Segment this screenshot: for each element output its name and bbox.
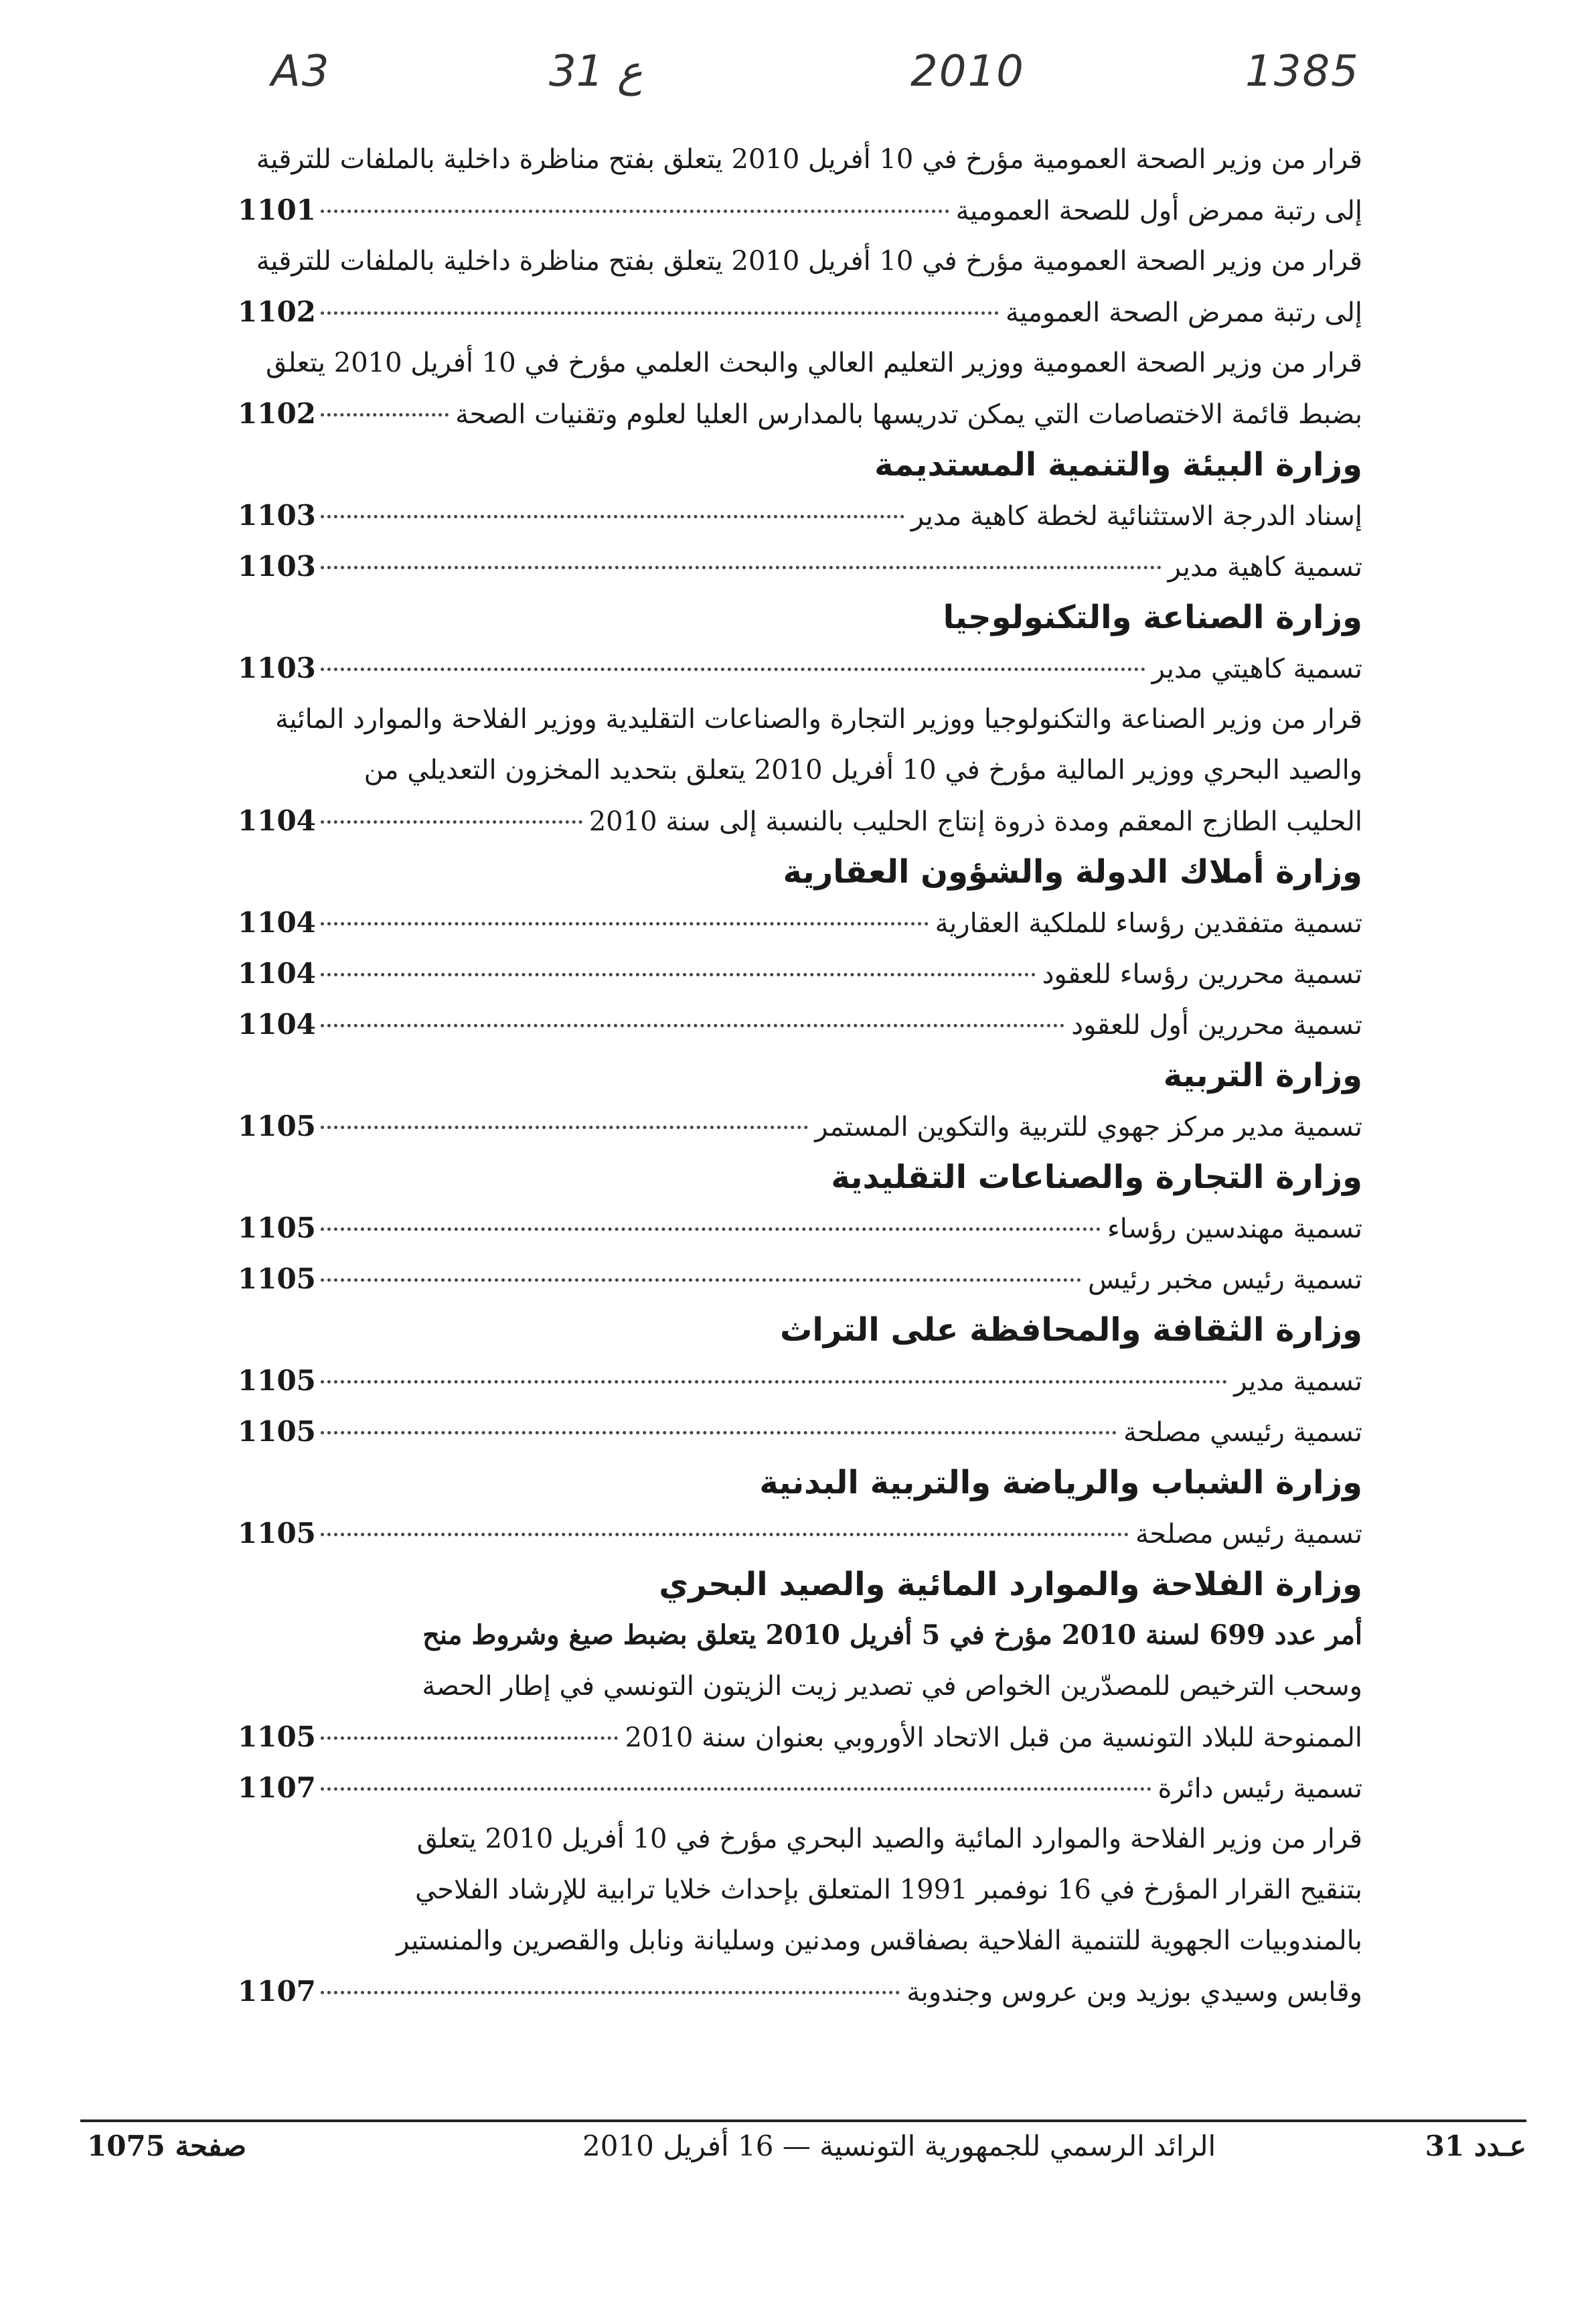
page-number: 1103 bbox=[238, 550, 316, 583]
entry-text: أمر عدد 699 لسنة 2010 مؤرخ في 5 أفريل 2010 يتعلق بضبط صيغ وشروط منح bbox=[422, 1619, 1362, 1651]
leader-dots bbox=[321, 1991, 900, 1994]
toc-text-line bbox=[238, 338, 1362, 388]
toc-entry bbox=[238, 287, 1362, 338]
entry-text: الحليب الطازج المعقم ومدة ذروة إنتاج الحليب بالنسبة إلى سنة 2010 bbox=[588, 806, 1362, 837]
entry-text: قرار من وزير الصحة العمومية مؤرخ في 10 أفريل 2010 يتعلق بفتح مناظرة داخلية بالملفات للترقية bbox=[256, 144, 1362, 175]
leader-dots bbox=[321, 1533, 1129, 1536]
entry-text: تسمية رئيس مصلحة bbox=[1135, 1519, 1362, 1550]
entry-text: تسمية مدير bbox=[1234, 1366, 1362, 1397]
page-number: 1104 bbox=[238, 957, 316, 990]
leader-dots bbox=[321, 668, 1145, 671]
toc-entry bbox=[238, 490, 1362, 541]
toc-entry bbox=[238, 1966, 1362, 2017]
handwritten-issue: 31 ع bbox=[549, 47, 643, 96]
entry-text: إسناد الدرجة الاستثنائية لخطة كاهية مدير bbox=[910, 501, 1362, 532]
page-number: 1105 bbox=[238, 1211, 316, 1244]
toc-entry bbox=[238, 1508, 1362, 1559]
entry-text: قرار من وزير الصحة العمومية مؤرخ في 10 أفريل 2010 يتعلق بفتح مناظرة داخلية بالملفات للترقية bbox=[256, 246, 1362, 277]
toc-entry bbox=[238, 796, 1362, 846]
toc-text-line bbox=[238, 1661, 1362, 1712]
entry-text: بتنقيح القرار المؤرخ في 16 نوفمبر 1991 المتعلق بإحداث خلايا ترابية للإرشاد الفلاحي bbox=[414, 1874, 1362, 1905]
page-number: 1103 bbox=[238, 652, 316, 684]
page-number: 1104 bbox=[238, 804, 316, 837]
toc-text-line bbox=[238, 1813, 1362, 1864]
toc-entry bbox=[238, 1355, 1362, 1406]
ministry-heading: وزارة التربية bbox=[1163, 1057, 1362, 1094]
leader-dots bbox=[321, 1380, 1227, 1384]
entry-text: بضبط قائمة الاختصاصات التي يمكن تدريسها بالمدارس العليا لعلوم وتقنيات الصحة bbox=[455, 399, 1362, 430]
page-number: 1105 bbox=[238, 1517, 316, 1550]
handwritten-number: 1385 bbox=[1245, 47, 1360, 96]
entry-text: إلى رتبة ممرض الصحة العمومية bbox=[1005, 297, 1362, 328]
entry-text: تسمية رئيسي مصلحة bbox=[1123, 1417, 1362, 1448]
page-number: 1104 bbox=[238, 906, 316, 939]
page-number: 1101 bbox=[238, 194, 316, 226]
leader-dots bbox=[321, 1278, 1081, 1282]
toc-entry bbox=[238, 1203, 1362, 1254]
entry-text: تسمية رئيس دائرة bbox=[1158, 1773, 1362, 1804]
leader-dots bbox=[321, 1736, 618, 1740]
footer-publication-title: الرائد الرسمي للجمهورية التونسية — 16 أفريل 2010 bbox=[582, 2130, 1216, 2162]
toc-entry bbox=[238, 1712, 1362, 1763]
footer-page-number: صفحة 1075 bbox=[87, 2130, 247, 2162]
entry-text: تسمية رئيس مخبر رئيس bbox=[1087, 1264, 1362, 1295]
entry-text: تسمية متفقدين رؤساء للملكية العقارية bbox=[935, 908, 1362, 939]
leader-dots bbox=[321, 922, 929, 925]
ministry-heading: وزارة الثقافة والمحافظة على التراث bbox=[780, 1311, 1362, 1349]
leader-dots bbox=[321, 566, 1162, 569]
toc-text-line bbox=[238, 1610, 1362, 1661]
ministry-heading: وزارة التجارة والصناعات التقليدية bbox=[831, 1159, 1362, 1196]
page-number: 1105 bbox=[238, 1720, 316, 1753]
toc-entry bbox=[238, 1406, 1362, 1457]
page-number: 1107 bbox=[238, 1771, 316, 1804]
entry-text: تسمية كاهية مدير bbox=[1168, 552, 1362, 583]
page-number: 1104 bbox=[238, 1008, 316, 1041]
toc-entry bbox=[238, 1254, 1362, 1304]
toc-entry bbox=[238, 541, 1362, 592]
toc-text-line bbox=[238, 745, 1362, 796]
page-number: 1102 bbox=[238, 295, 316, 328]
page-number: 1102 bbox=[238, 397, 316, 430]
toc-entry bbox=[238, 388, 1362, 439]
ministry-heading: وزارة الفلاحة والموارد المائية والصيد البحري bbox=[659, 1566, 1362, 1603]
toc-text-line bbox=[238, 134, 1362, 185]
toc-entry bbox=[238, 1101, 1362, 1152]
leader-dots bbox=[321, 820, 582, 824]
leader-dots bbox=[321, 1431, 1117, 1434]
leader-dots bbox=[321, 973, 1036, 976]
entry-text: قرار من وزير الصناعة والتكنولوجيا ووزير التجارة والصناعات التقليدية ووزير الفلاحة والموارد المائية bbox=[274, 704, 1362, 735]
page-number: 1105 bbox=[238, 1364, 316, 1397]
entry-text: تسمية كاهيتي مدير bbox=[1151, 654, 1362, 684]
entry-text: قرار من وزير الفلاحة والموارد المائية والصيد البحري مؤرخ في 10 أفريل 2010 يتعلق bbox=[416, 1823, 1362, 1854]
toc-entry bbox=[238, 999, 1362, 1050]
toc-entry bbox=[238, 643, 1362, 694]
leader-dots bbox=[321, 1126, 808, 1129]
footer-issue-number: عـدد 31 bbox=[1425, 2130, 1526, 2162]
entry-text: الممنوحة للبلاد التونسية من قبل الاتحاد الأوروبي بعنوان سنة 2010 bbox=[625, 1722, 1362, 1753]
table-of-contents bbox=[238, 134, 1362, 2017]
toc-text-line bbox=[238, 1915, 1362, 1966]
page-number: 1105 bbox=[238, 1415, 316, 1448]
ministry-heading: وزارة البيئة والتنمية المستديمة bbox=[874, 446, 1362, 483]
entry-text: بالمندوبيات الجهوية للتنمية الفلاحية بصفاقس ومدنين وسليانة ونابل والقصرين والمنستير bbox=[396, 1925, 1362, 1956]
page-number: 1105 bbox=[238, 1110, 316, 1142]
handwritten-a3: A3 bbox=[271, 47, 331, 96]
entry-text: تسمية مدير مركز جهوي للتربية والتكوين المستمر bbox=[815, 1112, 1362, 1142]
page-number: 1105 bbox=[238, 1262, 316, 1295]
entry-text: تسمية محررين أول للعقود bbox=[1071, 1010, 1362, 1041]
entry-text: تسمية محررين رؤساء للعقود bbox=[1042, 959, 1362, 990]
handwritten-annotations bbox=[0, 40, 1596, 114]
toc-text-line bbox=[238, 694, 1362, 745]
leader-dots bbox=[321, 311, 999, 315]
leader-dots bbox=[321, 515, 904, 518]
ministry-heading: وزارة أملاك الدولة والشؤون العقارية bbox=[783, 853, 1362, 891]
toc-entry bbox=[238, 1763, 1362, 1813]
footer-divider bbox=[80, 2119, 1526, 2122]
toc-text-line bbox=[238, 236, 1362, 287]
ministry-heading: وزارة الصناعة والتكنولوجيا bbox=[943, 599, 1362, 636]
ministry-heading: وزارة الشباب والرياضة والتربية البدنية bbox=[759, 1464, 1362, 1501]
page-number: 1107 bbox=[238, 1975, 316, 2008]
toc-text-line bbox=[238, 1864, 1362, 1915]
leader-dots bbox=[321, 413, 449, 417]
entry-text: قرار من وزير الصحة العمومية ووزير التعليم العالي والبحث العلمي مؤرخ في 10 أفريل 2010 يتعلق bbox=[265, 348, 1362, 378]
page-number: 1103 bbox=[238, 499, 316, 532]
toc-entry bbox=[238, 948, 1362, 999]
entry-text: إلى رتبة ممرض أول للصحة العمومية bbox=[955, 196, 1362, 226]
handwritten-year: 2010 bbox=[910, 47, 1025, 96]
leader-dots bbox=[321, 1227, 1101, 1231]
toc-entry bbox=[238, 897, 1362, 948]
leader-dots bbox=[321, 1024, 1064, 1027]
leader-dots bbox=[321, 210, 949, 213]
page-footer bbox=[80, 2130, 1526, 2183]
entry-text: وقابس وسيدي بوزيد وبن عروس وجندوبة bbox=[906, 1977, 1362, 2008]
leader-dots bbox=[321, 1787, 1151, 1791]
entry-text: والصيد البحري ووزير المالية مؤرخ في 10 أفريل 2010 يتعلق بتحديد المخزون التعديلي من bbox=[364, 755, 1362, 786]
toc-entry bbox=[238, 185, 1362, 236]
entry-text: وسحب الترخيص للمصدّرين الخواص في تصدير زيت الزيتون التونسي في إطار الحصة bbox=[422, 1671, 1362, 1702]
entry-text: تسمية مهندسين رؤساء bbox=[1107, 1213, 1362, 1244]
